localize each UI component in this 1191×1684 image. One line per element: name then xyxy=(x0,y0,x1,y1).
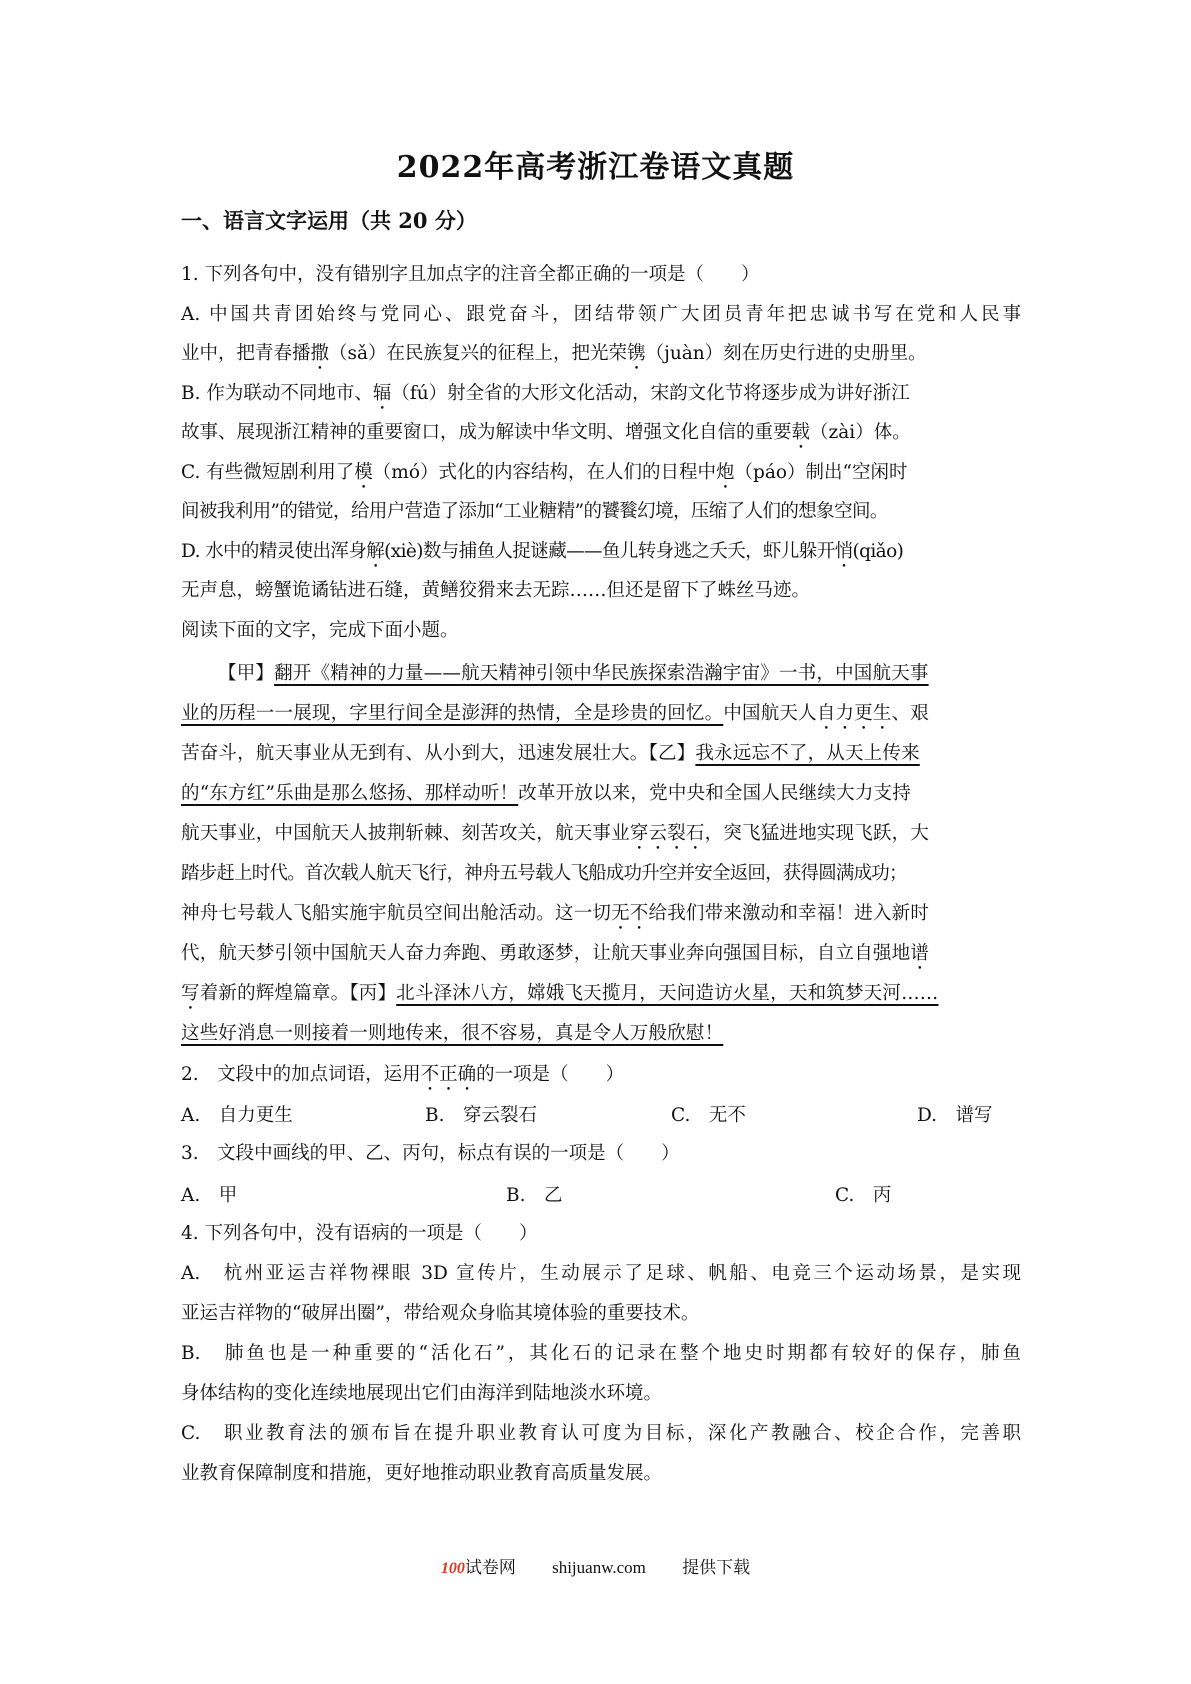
passage-line-2 xyxy=(181,701,1021,734)
text: (xiè)数与捕鱼人捉谜藏——鱼儿转身逃之夭夭，虾儿躲开 xyxy=(384,541,835,562)
dotted-char: 辐 xyxy=(372,383,392,404)
q1-option-c-line1 xyxy=(181,460,1021,493)
q3-option-c: C. 丙 xyxy=(835,1185,892,1206)
text: （juàn）刻在历史行进的史册里。 xyxy=(645,343,927,364)
text: D. 水中的精灵使出浑身 xyxy=(181,541,367,562)
text: C. 有些微短剧利用了 xyxy=(181,462,355,483)
q3-option-a: A. 甲 xyxy=(181,1185,238,1206)
passage-line-1 xyxy=(218,661,1021,687)
q2-stem xyxy=(181,1062,1021,1095)
q4-option-a-line1: A. 杭州亚运吉祥物裸眼 3D 宣传片，生动展示了足球、帆船、电竞三个运动场景，是实现 xyxy=(181,1263,1021,1284)
underlined-sentence-bing: 这些好消息一则接着一则地传来，很不容易，真是令人万般欣慰！ xyxy=(181,1023,724,1044)
passage-line-6: 踏步赶上时代。首次载人航天飞行，神舟五号载人飞船成功升空并安全返回，获得圆满成功； xyxy=(181,863,907,884)
q4-option-a-line2: 亚运吉祥物的“破屏出圈”，带给观众身临其境体验的重要技术。 xyxy=(181,1303,700,1324)
page-footer xyxy=(0,1553,1191,1578)
text: 改革开放以来，党中央和全国人民继续大力支持 xyxy=(518,783,911,804)
q4-option-c-line1: C. 职业教育法的颁布旨在提升职业教育认可度为目标，深化产教融合、校企合作，完善职 xyxy=(181,1423,1021,1444)
passage-line-10 xyxy=(181,1021,1021,1047)
passage-line-7 xyxy=(181,901,1021,934)
logo-100: 100 xyxy=(440,1560,465,1577)
text: 代，航天梦引领中国航天人奋力奔跑、勇敢逐梦，让航天事业奔向强国目标，自立自强地 xyxy=(181,943,911,964)
text: （zài）体。 xyxy=(810,422,911,443)
dotted-char: 炮 xyxy=(715,462,735,483)
text: 业中，把青春播 xyxy=(181,343,311,364)
underlined-sentence-yi: 的“东方红”乐曲是那么悠扬、那样动听！ xyxy=(181,783,519,804)
dotted-word: 无不 xyxy=(611,903,649,924)
q3-stem: 3. 文段中画线的甲、乙、丙句，标点有误的一项是（ ） xyxy=(181,1143,680,1164)
text: B. 作为联动不同地市、 xyxy=(181,383,373,404)
dotted-char: 镌 xyxy=(627,343,646,364)
text: 神舟七号载人飞船实施宇航员空间出舱活动。这一切 xyxy=(181,903,612,924)
dotted-char: 解 xyxy=(366,541,385,562)
download-tagline: 提供下载 xyxy=(682,1558,751,1577)
passage-line-5 xyxy=(181,821,1021,854)
q2-option-b: B. 穿云裂石 xyxy=(425,1105,537,1126)
q2-option-a: A. 自力更生 xyxy=(181,1105,293,1126)
section-heading: 一、语言文字运用（共 20 分） xyxy=(181,208,477,233)
text: (qiǎo) xyxy=(852,541,904,562)
q1-option-b-line2 xyxy=(181,420,1021,453)
dotted-word: 自力更生 xyxy=(816,703,892,724)
text: 、艰 xyxy=(891,703,930,724)
dotted-char: 模 xyxy=(354,462,373,483)
text: （fú）射全省的大形文化活动，宋韵文化节将逐步成为讲好浙江 xyxy=(391,383,910,404)
site-name: 试卷网 xyxy=(464,1558,516,1577)
q1-option-a-line2 xyxy=(181,341,1021,374)
q4-option-b-line1: B. 肺鱼也是一种重要的“活化石”，其化石的记录在整个地史时期都有较好的保存，肺鱼 xyxy=(181,1343,1021,1364)
q1-option-d-line1 xyxy=(181,539,1021,572)
text: （sǎ）在民族复兴的征程上，把光荣 xyxy=(329,343,628,364)
dotted-word: 谱 xyxy=(910,943,930,964)
passage-line-8 xyxy=(181,941,1021,974)
dotted-word: 写 xyxy=(181,983,200,1004)
q1-stem: 1. 下列各句中，没有错别字且加点字的注音全都正确的一项是（ ） xyxy=(181,264,760,285)
site-logo xyxy=(441,1558,516,1577)
site-url-link[interactable]: shijuanw.com xyxy=(552,1558,646,1577)
text: 着新的辉煌篇章。 xyxy=(199,983,350,1004)
underlined-sentence-bing: 北斗泽沐八方，嫦娥飞天揽月，天问造访火星，天和筑梦天河…… xyxy=(396,983,939,1004)
dotted-word: 不正确 xyxy=(420,1064,477,1085)
passage-line-4 xyxy=(181,781,1021,807)
text: 给我们带来激动和幸福！进入新时 xyxy=(648,903,930,924)
underlined-sentence-jia: 业的历程一一展现，字里行间全是澎湃的热情，全是珍贵的回忆。 xyxy=(181,703,724,724)
passage-line-9 xyxy=(181,981,1021,1014)
q1-option-b-line1 xyxy=(181,381,1021,414)
q1-option-a-line1: A. 中国共青团始终与党同心、跟党奋斗，团结带领广大团员青年把忠诚书写在党和人民事 xyxy=(181,304,1021,325)
underlined-sentence-yi: 我永远忘不了，从天上传来 xyxy=(695,743,920,764)
text: 2. 文段中的加点词语，运用 xyxy=(181,1064,421,1085)
label-jia: 【甲】 xyxy=(218,663,275,684)
reading-intro: 阅读下面的文字，完成下面小题。 xyxy=(181,620,459,641)
text: 中国航天人 xyxy=(723,703,817,724)
dotted-char: 撒 xyxy=(310,343,330,364)
exam-title: 2022年高考浙江卷语文真题 xyxy=(396,150,795,185)
text: 航天事业，中国航天人披荆斩棘、刻苦攻关，航天事业 xyxy=(181,823,630,844)
q1-option-c-line2: 间被我利用”的错觉，给用户营造了添加“工业糖精”的饕餮幻境，压缩了人们的想象空间。 xyxy=(181,501,888,522)
dotted-char: 载 xyxy=(791,422,811,443)
q4-option-c-line2: 业教育保障制度和措施，更好地推动职业教育高质量发展。 xyxy=(181,1463,663,1484)
dotted-word: 穿云裂石 xyxy=(629,823,705,844)
q4-stem: 4. 下列各句中，没有语病的一项是（ ） xyxy=(181,1223,538,1244)
text: （páo）制出“空闲时 xyxy=(734,462,908,483)
q2-option-d: D. 谱写 xyxy=(917,1105,993,1126)
label-bing: 【丙】 xyxy=(349,983,397,1004)
q1-option-d-line2: 无声息，螃蟹诡谲钻进石缝，黄鳝狡猾来去无踪……但还是留下了蛛丝马迹。 xyxy=(181,580,811,601)
text: （mó）式化的内容结构，在人们的日程中 xyxy=(372,462,716,483)
label-yi: 【乙】 xyxy=(648,743,696,764)
text: 故事、展现浙江精神的重要窗口，成为解读中华文明、增强文化自信的重要 xyxy=(181,422,792,443)
q3-option-b: B. 乙 xyxy=(506,1185,563,1206)
dotted-char: 悄 xyxy=(834,541,853,562)
text: 苦奋斗，航天事业从无到有、从小到大，迅速发展壮大。 xyxy=(181,743,649,764)
q4-option-b-line2: 身体结构的变化连续地展现出它们由海洋到陆地淡水环境。 xyxy=(181,1383,663,1404)
text: ，突飞猛进地实现飞跃，大 xyxy=(704,823,930,844)
q2-option-c: C. 无不 xyxy=(671,1105,746,1126)
text: 的一项是（ ） xyxy=(476,1064,625,1085)
underlined-sentence-jia: 翻开《精神的力量——航天精神引领中华民族探索浩瀚宇宙》一书，中国航天事 xyxy=(274,663,929,684)
passage-line-3 xyxy=(181,741,1021,767)
